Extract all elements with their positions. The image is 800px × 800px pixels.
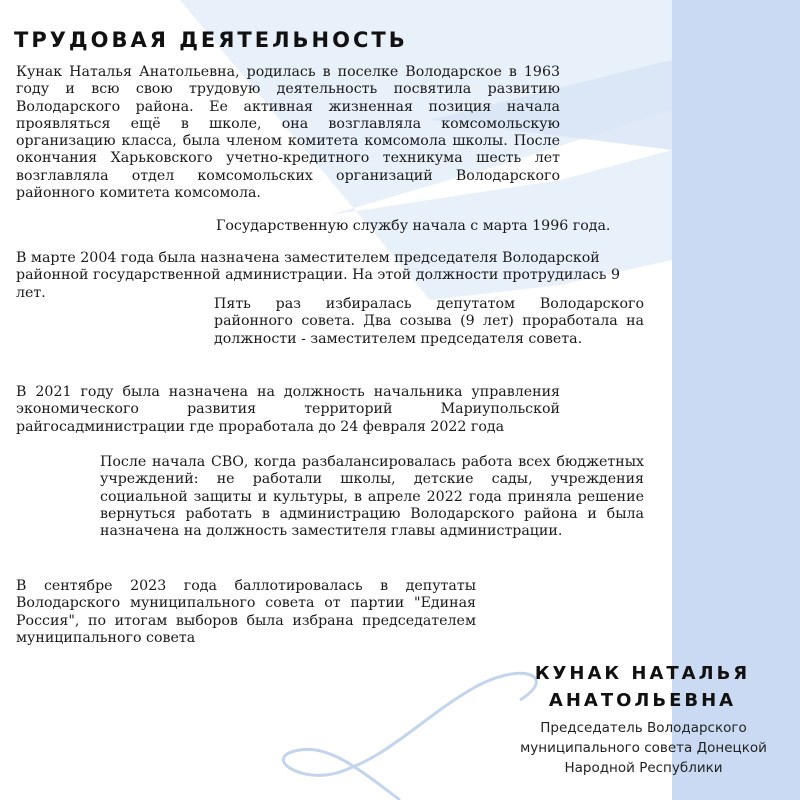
page-title: ТРУДОВАЯ ДЕЯТЕЛЬНОСТЬ [14,28,408,52]
paragraph-mariupol-administration: В 2021 году была назначена на должность начальника управления экономического развития территорий Мариупольской райгосадминистрации где проработала до 24 февраля 2022 года [16,384,560,435]
paragraph-early-career: Кунак Наталья Анатольевна, родилась в поселке Володарское в 1963 году и всю свою трудовую деятельность посвятила развитию Володарского района. Ее активная жизненная позиция начала проявляться ещё в школе, она возглавляла комсомольскую организацию класса, была членом комитета комсомола школы. После окончания Харьковского учетно-кредитного техникума шесть лет возглавляла отдел комсомольских организаций Володарского районного комитета комсомола. [16,64,560,202]
paragraph-public-service-start: Государственную службу начала с марта 1996 года. [216,218,611,234]
person-name: КУНАК НАТАЛЬЯ АНАТОЛЬЕВНА [534,663,751,711]
paragraph-deputy-chair-administration: В марте 2004 года была назначена заместителем председателя Володарской районной государственной администрации. На этой должности протрудилась 9 лет. [16,250,621,301]
paragraph-after-svo: После начала СВО, когда разбалансировалась работа всех бюджетных учреждений: не работали школы, детские сады, учреждения социальной защиты и культуры, в апреле 2022 года приняла решение вернуться работать в администрацию Володарского района и была назначена на должность заместителя главы администрации. [100,454,644,540]
person-role: Председатель Володарского муниципального совета Донецкой Народной Республики [520,720,767,776]
paragraph-council-deputy: Пять раз избиралась депутатом Володарского районного совета. Два созыва (9 лет) проработала на должности - заместителем председателя совета. [214,296,644,347]
paragraph-municipal-council-chair: В сентябре 2023 года баллотировалась в депутаты Володарского муниципального совета от партии "Единая Россия", по итогам выборов была избрана председателем муниципального совета [16,578,476,646]
